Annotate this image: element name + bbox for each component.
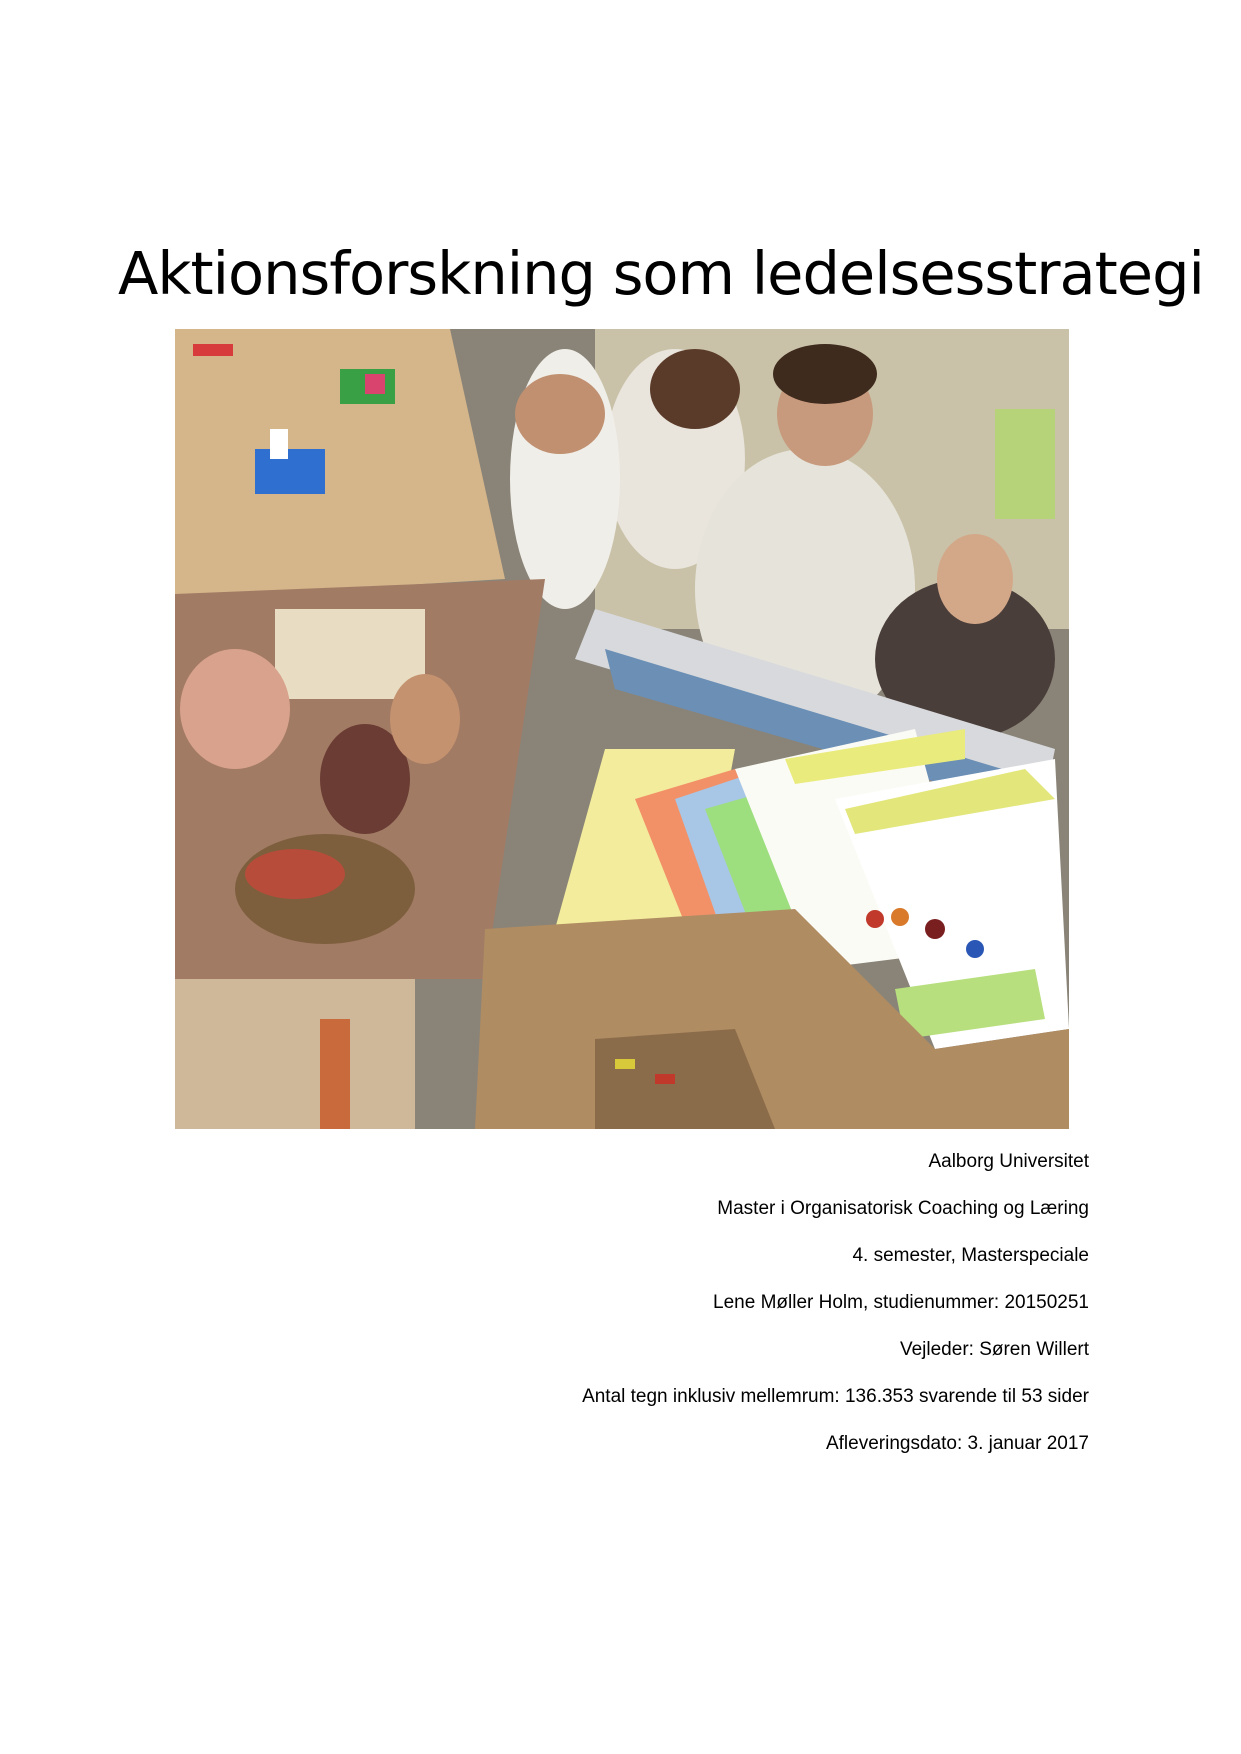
author-line: Lene Møller Holm, studienummer: 20150251	[713, 1292, 1089, 1313]
semester-line: 4. semester, Masterspeciale	[852, 1245, 1089, 1266]
thesis-info-block	[582, 1148, 1089, 1477]
character-count-line: Antal tegn inklusiv mellemrum: 136.353 svarende til 53 sider	[582, 1386, 1089, 1407]
supervisor-line: Vejleder: Søren Willert	[899, 1339, 1089, 1360]
cover-photo-collage	[175, 329, 1069, 1129]
document-title: Aktionsforskning som ledelsesstrategi	[118, 239, 1204, 308]
university-line: Aalborg Universitet	[928, 1151, 1089, 1172]
program-line: Master i Organisatorisk Coaching og Læring	[717, 1198, 1089, 1219]
submission-date-line: Afleveringsdato: 3. januar 2017	[825, 1433, 1089, 1454]
